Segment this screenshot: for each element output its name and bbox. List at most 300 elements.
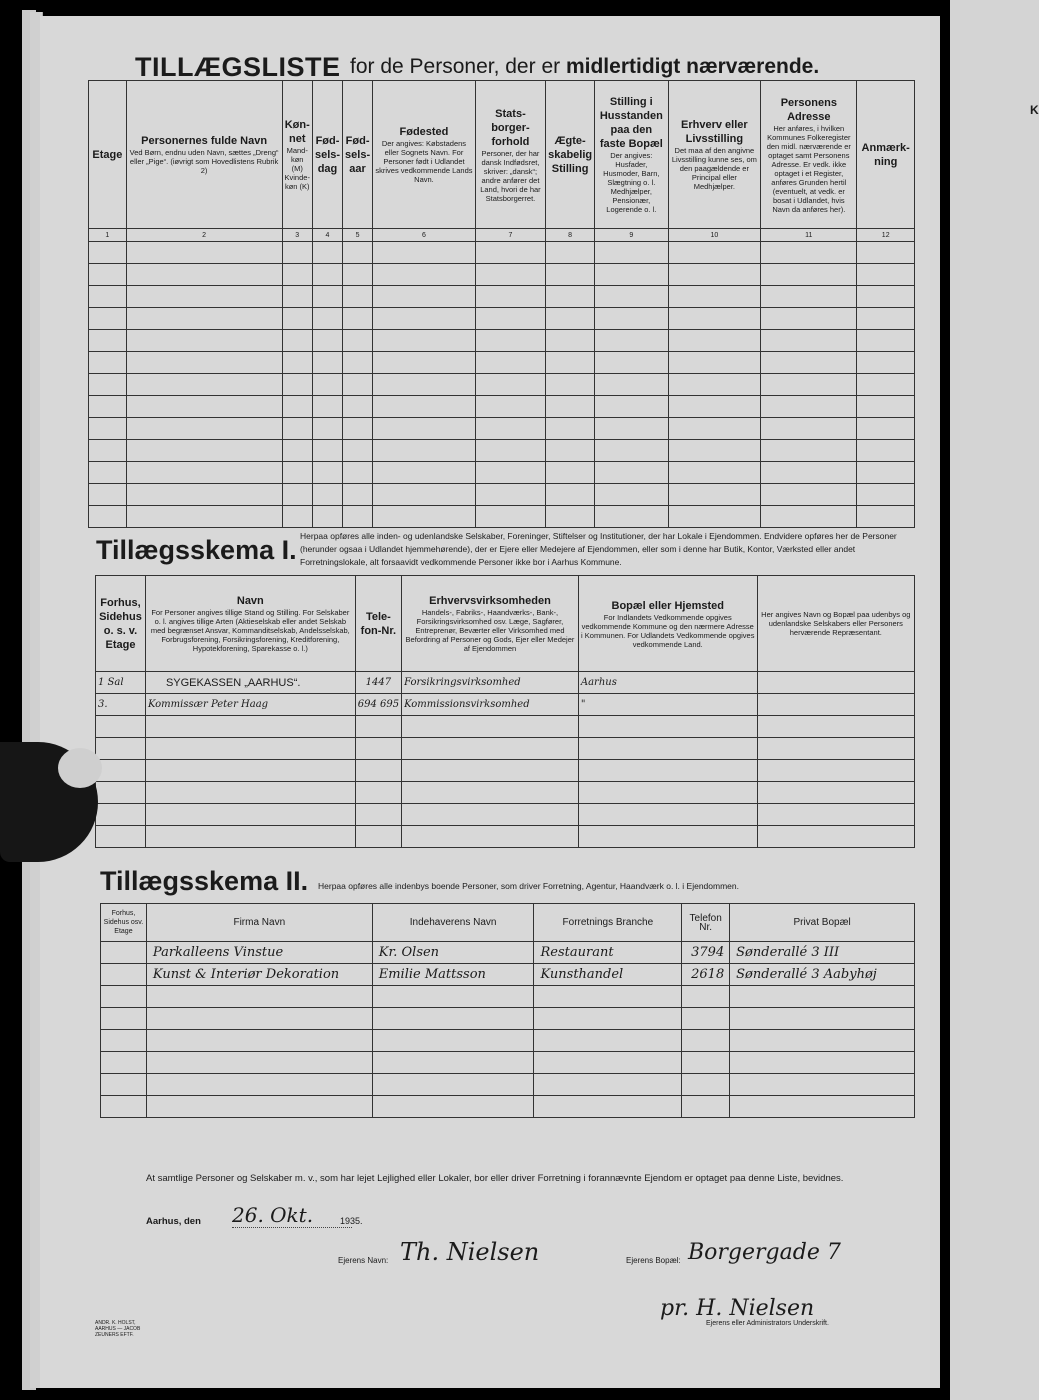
- list-col-label: Personernes fulde Navn: [141, 135, 268, 147]
- skema1-cell-navn[interactable]: [145, 716, 355, 738]
- list-col-header: [343, 81, 373, 229]
- skema2-cell-etage[interactable]: [101, 986, 147, 1008]
- list-cell[interactable]: [89, 352, 127, 374]
- year: 1935.: [340, 1216, 363, 1226]
- list-cell[interactable]: [373, 418, 476, 440]
- list-cell[interactable]: [595, 286, 668, 308]
- list-cell[interactable]: [343, 242, 373, 264]
- list-cell[interactable]: [668, 506, 761, 528]
- list-cell[interactable]: [89, 330, 127, 352]
- skema2-cell-etage[interactable]: [101, 1052, 147, 1074]
- skema2-cell-telefon[interactable]: [682, 1052, 730, 1074]
- list-col-label: Ægte-skabelig Stilling: [548, 134, 593, 175]
- skema1-cell-bopael[interactable]: [578, 738, 757, 760]
- list-cell[interactable]: [282, 418, 312, 440]
- skema1-col-label: Bopæl eller Hjemsted: [611, 599, 724, 612]
- skema2-cell-etage[interactable]: [101, 1030, 147, 1052]
- skema1-cell-navn[interactable]: [145, 738, 355, 760]
- list-cell[interactable]: [343, 286, 373, 308]
- skema2-intro: Herpaa opføres alle indenbys boende Personer, som driver Forretning, Agentur, Haandværk o. l. i Ejendommen.: [318, 881, 739, 891]
- skema1-cell-erhverv[interactable]: [402, 716, 579, 738]
- skema2-cell-etage[interactable]: [101, 1074, 147, 1096]
- attestation-text: At samtlige Personer og Selskaber m. v., som har lejet Lejlighed eller Lokaler, bor eller driver Forretning i forannævnte Ejendom er optaget paa denne Liste, bevidnes.: [146, 1173, 844, 1184]
- list-cell[interactable]: [475, 308, 545, 330]
- list-cell[interactable]: [343, 396, 373, 418]
- list-col-header: [282, 81, 312, 229]
- list-cell[interactable]: [546, 308, 595, 330]
- skema2-cell-firma[interactable]: [146, 1008, 372, 1030]
- skema2-cell-branche[interactable]: [534, 1074, 682, 1096]
- skema2-cell-firma[interactable]: Parkalleens Vinstue: [146, 942, 372, 964]
- list-cell[interactable]: [761, 308, 857, 330]
- skema1-cell-erhverv[interactable]: [402, 782, 579, 804]
- list-cell[interactable]: [857, 396, 915, 418]
- list-cell[interactable]: [595, 418, 668, 440]
- skema2-cell-branche[interactable]: [534, 1030, 682, 1052]
- list-cell[interactable]: [312, 242, 342, 264]
- skema1-cell-etage[interactable]: [96, 760, 146, 782]
- date-handwritten: 26. Okt.: [232, 1203, 352, 1228]
- list-cell[interactable]: [89, 396, 127, 418]
- list-cell[interactable]: [475, 264, 545, 286]
- list-cell[interactable]: [761, 484, 857, 506]
- list-cell[interactable]: [126, 242, 282, 264]
- list-cell[interactable]: [282, 330, 312, 352]
- list-cell[interactable]: [312, 396, 342, 418]
- skema2-cell-telefon[interactable]: [682, 1074, 730, 1096]
- list-cell[interactable]: [761, 352, 857, 374]
- skema1-cell-navn[interactable]: [145, 804, 355, 826]
- list-cell[interactable]: [312, 374, 342, 396]
- skema1-cell-etage[interactable]: [96, 804, 146, 826]
- list-cell[interactable]: [595, 264, 668, 286]
- skema2-cell-firma[interactable]: Kunst & Interiør Dekoration: [146, 964, 372, 986]
- list-cell[interactable]: [373, 352, 476, 374]
- list-cell[interactable]: [343, 506, 373, 528]
- list-cell[interactable]: [761, 462, 857, 484]
- list-cell[interactable]: [89, 286, 127, 308]
- skema2-cell-indehaver[interactable]: [372, 986, 534, 1008]
- list-cell[interactable]: [475, 286, 545, 308]
- skema1-cell-erhverv[interactable]: [402, 826, 579, 848]
- skema1-cell-rep[interactable]: [757, 760, 914, 782]
- skema1-cell-etage[interactable]: [96, 826, 146, 848]
- list-cell[interactable]: [282, 264, 312, 286]
- list-cell[interactable]: [475, 330, 545, 352]
- list-cell[interactable]: [595, 440, 668, 462]
- list-cell[interactable]: [761, 286, 857, 308]
- list-col-label: Anmærk-ning: [861, 141, 910, 168]
- list-cell[interactable]: [595, 506, 668, 528]
- skema2-cell-etage[interactable]: [101, 942, 147, 964]
- list-cell[interactable]: [282, 462, 312, 484]
- list-cell[interactable]: [343, 440, 373, 462]
- skema2-cell-firma[interactable]: [146, 1030, 372, 1052]
- list-cell[interactable]: [475, 462, 545, 484]
- skema2-cell-etage[interactable]: [101, 964, 147, 986]
- skema1-cell-navn[interactable]: Kommissær Peter Haag: [145, 694, 355, 716]
- list-cell[interactable]: [312, 308, 342, 330]
- skema1-title: Tillægsskema I.: [96, 535, 297, 565]
- skema2-cell-bopael[interactable]: [730, 1052, 915, 1074]
- list-cell[interactable]: [857, 352, 915, 374]
- skema1-cell-etage[interactable]: 1 Sal: [96, 672, 146, 694]
- list-cell[interactable]: [343, 418, 373, 440]
- skema1-cell-etage[interactable]: [96, 716, 146, 738]
- skema2-cell-firma[interactable]: [146, 1052, 372, 1074]
- skema2-col-header: Indehaverens Navn: [372, 904, 534, 942]
- list-cell[interactable]: [595, 308, 668, 330]
- list-cell[interactable]: [126, 374, 282, 396]
- list-col-label: Fød-sels-aar: [345, 134, 371, 175]
- skema1-cell-rep[interactable]: [757, 826, 914, 848]
- list-cell[interactable]: [312, 484, 342, 506]
- list-cell[interactable]: [668, 462, 761, 484]
- skema2-cell-bopael[interactable]: [730, 1074, 915, 1096]
- list-cell[interactable]: [595, 242, 668, 264]
- list-col-number: 10: [668, 229, 761, 242]
- list-col-header: [126, 81, 282, 229]
- list-cell[interactable]: [546, 506, 595, 528]
- skema1-cell-telefon[interactable]: [355, 716, 401, 738]
- skema1-col-header: [96, 576, 146, 672]
- list-cell[interactable]: [668, 308, 761, 330]
- list-cell[interactable]: [475, 374, 545, 396]
- skema1-cell-etage[interactable]: 3.: [96, 694, 146, 716]
- list-cell[interactable]: [761, 396, 857, 418]
- skema1-cell-telefon[interactable]: [355, 760, 401, 782]
- skema2-cell-bopael[interactable]: [730, 1030, 915, 1052]
- list-cell[interactable]: [312, 462, 342, 484]
- list-cell[interactable]: [343, 484, 373, 506]
- skema2-cell-telefon[interactable]: [682, 1096, 730, 1118]
- list-cell[interactable]: [668, 242, 761, 264]
- skema1-cell-telefon[interactable]: [355, 804, 401, 826]
- list-cell[interactable]: [312, 352, 342, 374]
- skema2-row: [101, 942, 915, 964]
- skema1-cell-bopael[interactable]: [578, 826, 757, 848]
- list-col-label: Stats-borger-forhold: [491, 107, 530, 148]
- skema1-cell-bopael[interactable]: [578, 804, 757, 826]
- skema1-cell-bopael[interactable]: ": [578, 694, 757, 716]
- list-cell[interactable]: [373, 462, 476, 484]
- list-cell[interactable]: [475, 418, 545, 440]
- skema1-row: [96, 782, 915, 804]
- list-cell[interactable]: [343, 462, 373, 484]
- skema1-row: [96, 804, 915, 826]
- skema2-cell-firma[interactable]: [146, 986, 372, 1008]
- skema2-cell-etage[interactable]: [101, 1008, 147, 1030]
- skema2-col-header: Telefon Nr.: [682, 904, 730, 942]
- list-cell[interactable]: [373, 264, 476, 286]
- list-cell[interactable]: [312, 440, 342, 462]
- list-cell[interactable]: [546, 242, 595, 264]
- list-cell[interactable]: [475, 484, 545, 506]
- list-cell[interactable]: [126, 264, 282, 286]
- list-cell[interactable]: [312, 286, 342, 308]
- skema2-cell-branche[interactable]: [534, 1096, 682, 1118]
- list-cell[interactable]: [546, 286, 595, 308]
- list-col-desc: Ved Børn, endnu uden Navn, sættes „Dreng“ eller „Pige“. (iøvrigt som Hovedlistens Rubrik 2): [129, 148, 279, 175]
- list-cell[interactable]: [312, 264, 342, 286]
- list-cell[interactable]: [373, 484, 476, 506]
- list-cell[interactable]: [282, 484, 312, 506]
- skema2-cell-telefon[interactable]: [682, 1030, 730, 1052]
- skema1-cell-etage[interactable]: [96, 782, 146, 804]
- skema1-cell-erhverv[interactable]: [402, 804, 579, 826]
- list-cell[interactable]: [282, 506, 312, 528]
- list-cell[interactable]: [89, 374, 127, 396]
- list-cell[interactable]: [373, 286, 476, 308]
- list-empty-row: [89, 462, 915, 484]
- skema1-cell-rep[interactable]: [757, 738, 914, 760]
- list-cell[interactable]: [761, 440, 857, 462]
- skema2-cell-telefon[interactable]: 2618: [682, 964, 730, 986]
- list-subtitle: for de Personer, der er midlertidigt nærværende.: [350, 55, 820, 78]
- list-cell[interactable]: [546, 484, 595, 506]
- list-col-label: Personens Adresse: [780, 96, 837, 123]
- list-cell[interactable]: [668, 396, 761, 418]
- skema1-cell-rep[interactable]: [757, 804, 914, 826]
- list-cell[interactable]: [546, 396, 595, 418]
- skema2-col-header: Forretnings Branche: [534, 904, 682, 942]
- list-cell[interactable]: [546, 330, 595, 352]
- list-cell[interactable]: [595, 330, 668, 352]
- skema2-cell-branche[interactable]: [534, 1008, 682, 1030]
- list-cell[interactable]: [282, 352, 312, 374]
- list-col-desc: Mand-køn (M) Kvinde-køn (K): [284, 146, 310, 191]
- list-cell[interactable]: [126, 330, 282, 352]
- list-cell[interactable]: [282, 308, 312, 330]
- list-cell[interactable]: [546, 352, 595, 374]
- list-cell[interactable]: [595, 352, 668, 374]
- skema1-cell-navn[interactable]: SYGEKASSEN „AARHUS“.: [145, 672, 355, 694]
- list-cell[interactable]: [126, 506, 282, 528]
- list-cell[interactable]: [343, 330, 373, 352]
- list-cell[interactable]: [373, 330, 476, 352]
- list-cell[interactable]: [373, 308, 476, 330]
- list-cell[interactable]: [546, 440, 595, 462]
- list-cell[interactable]: [373, 242, 476, 264]
- list-cell[interactable]: [761, 242, 857, 264]
- list-cell[interactable]: [668, 374, 761, 396]
- list-cell[interactable]: [373, 506, 476, 528]
- skema2-cell-firma[interactable]: [146, 1096, 372, 1118]
- list-cell[interactable]: [126, 418, 282, 440]
- list-cell[interactable]: [761, 506, 857, 528]
- skema1-cell-rep[interactable]: [757, 782, 914, 804]
- list-col-label: Stilling i Husstanden paa den faste Bopæl: [599, 96, 663, 150]
- skema1-table: [95, 575, 915, 848]
- list-cell[interactable]: [373, 396, 476, 418]
- list-cell[interactable]: [282, 440, 312, 462]
- skema1-cell-navn[interactable]: [145, 826, 355, 848]
- list-cell[interactable]: [546, 374, 595, 396]
- list-cell[interactable]: [857, 484, 915, 506]
- list-col-number: 12: [857, 229, 915, 242]
- list-empty-row: [89, 286, 915, 308]
- skema1-cell-etage[interactable]: [96, 738, 146, 760]
- list-cell[interactable]: [761, 264, 857, 286]
- list-cell[interactable]: [857, 418, 915, 440]
- list-cell[interactable]: [126, 462, 282, 484]
- skema2-cell-indehaver[interactable]: Emilie Mattsson: [372, 964, 534, 986]
- list-cell[interactable]: [89, 440, 127, 462]
- list-cell[interactable]: [857, 506, 915, 528]
- list-cell[interactable]: [126, 308, 282, 330]
- list-cell[interactable]: [857, 374, 915, 396]
- list-cell[interactable]: [126, 484, 282, 506]
- list-cell[interactable]: [857, 308, 915, 330]
- list-cell[interactable]: [761, 418, 857, 440]
- list-cell[interactable]: [282, 374, 312, 396]
- list-cell[interactable]: [89, 418, 127, 440]
- skema2-cell-telefon[interactable]: [682, 1008, 730, 1030]
- skema2-cell-telefon[interactable]: 3794: [682, 942, 730, 964]
- list-cell[interactable]: [475, 242, 545, 264]
- list-cell[interactable]: [668, 352, 761, 374]
- skema1-cell-bopael[interactable]: [578, 716, 757, 738]
- skema1-cell-navn[interactable]: [145, 782, 355, 804]
- signature-label: Ejerens eller Administrators Underskrift.: [706, 1320, 829, 1327]
- skema2-cell-telefon[interactable]: [682, 986, 730, 1008]
- list-empty-row: [89, 308, 915, 330]
- skema1-cell-bopael[interactable]: [578, 782, 757, 804]
- list-cell[interactable]: [857, 330, 915, 352]
- skema1-row: [96, 716, 915, 738]
- list-col-number: 3: [282, 229, 312, 242]
- list-cell[interactable]: [857, 440, 915, 462]
- list-cell[interactable]: [857, 242, 915, 264]
- list-cell[interactable]: [89, 484, 127, 506]
- skema2-cell-branche[interactable]: Kunsthandel: [534, 964, 682, 986]
- list-cell[interactable]: [89, 308, 127, 330]
- list-cell[interactable]: [857, 462, 915, 484]
- skema1-cell-telefon[interactable]: [355, 826, 401, 848]
- skema1-cell-telefon[interactable]: 694 695: [355, 694, 401, 716]
- skema2-cell-bopael[interactable]: [730, 1008, 915, 1030]
- list-cell[interactable]: [282, 242, 312, 264]
- list-cell[interactable]: [595, 484, 668, 506]
- list-cell[interactable]: [312, 330, 342, 352]
- skema2-cell-indehaver[interactable]: [372, 1096, 534, 1118]
- list-cell[interactable]: [546, 418, 595, 440]
- list-cell[interactable]: [668, 330, 761, 352]
- skema2-cell-indehaver[interactable]: [372, 1074, 534, 1096]
- list-cell[interactable]: [595, 396, 668, 418]
- list-cell[interactable]: [595, 374, 668, 396]
- list-cell[interactable]: [126, 286, 282, 308]
- skema2-cell-bopael[interactable]: [730, 1096, 915, 1118]
- list-empty-row: [89, 330, 915, 352]
- skema1-col-label: Tele-fon-Nr.: [360, 610, 397, 637]
- skema2-cell-bopael[interactable]: [730, 986, 915, 1008]
- skema1-cell-telefon[interactable]: [355, 782, 401, 804]
- list-cell[interactable]: [126, 396, 282, 418]
- skema1-row: [96, 760, 915, 782]
- list-cell[interactable]: [668, 440, 761, 462]
- list-cell[interactable]: [126, 440, 282, 462]
- list-cell[interactable]: [857, 286, 915, 308]
- skema1-cell-bopael[interactable]: [578, 760, 757, 782]
- skema1-cell-bopael[interactable]: Aarhus: [578, 672, 757, 694]
- list-cell[interactable]: [343, 264, 373, 286]
- list-cell[interactable]: [761, 330, 857, 352]
- skema1-cell-rep[interactable]: [757, 694, 914, 716]
- list-cell[interactable]: [475, 440, 545, 462]
- list-cell[interactable]: [343, 374, 373, 396]
- list-cell[interactable]: [312, 418, 342, 440]
- skema2-col-header: Forhus, Sidehus osv. Etage: [101, 904, 147, 942]
- skema2-cell-firma[interactable]: [146, 1074, 372, 1096]
- list-cell[interactable]: [761, 374, 857, 396]
- skema2-cell-indehaver[interactable]: [372, 1030, 534, 1052]
- skema1-col-header: [402, 576, 579, 672]
- skema2-cell-indehaver[interactable]: [372, 1052, 534, 1074]
- skema2-cell-branche[interactable]: [534, 986, 682, 1008]
- list-cell[interactable]: [282, 286, 312, 308]
- list-cell[interactable]: [475, 396, 545, 418]
- list-cell[interactable]: [126, 352, 282, 374]
- list-cell[interactable]: [546, 264, 595, 286]
- list-col-desc: Der angives: Købstadens eller Sognets Navn. For Personer født i Udlandet skrives vedkommende Lands Navn.: [375, 139, 473, 184]
- list-cell[interactable]: [89, 506, 127, 528]
- list-cell[interactable]: [343, 308, 373, 330]
- list-cell[interactable]: [668, 286, 761, 308]
- list-col-header: [857, 81, 915, 229]
- skema1-row: [96, 738, 915, 760]
- list-cell[interactable]: [282, 396, 312, 418]
- skema1-cell-erhverv[interactable]: Forsikringsvirksomhed: [402, 672, 579, 694]
- list-cell[interactable]: [373, 440, 476, 462]
- list-cell[interactable]: [343, 352, 373, 374]
- skema1-cell-telefon[interactable]: [355, 738, 401, 760]
- skema1-cell-erhverv[interactable]: [402, 738, 579, 760]
- place-label: Aarhus, den: [146, 1216, 201, 1227]
- list-cell[interactable]: [373, 374, 476, 396]
- skema1-cell-erhverv[interactable]: Kommissionsvirksomhed: [402, 694, 579, 716]
- skema1-cell-rep[interactable]: [757, 716, 914, 738]
- list-col-label: Køn-net: [284, 119, 310, 145]
- skema2-cell-indehaver[interactable]: [372, 1008, 534, 1030]
- list-col-header: [312, 81, 342, 229]
- skema2-cell-bopael[interactable]: Sønderallé 3 III: [730, 942, 915, 964]
- list-cell[interactable]: [312, 506, 342, 528]
- list-cell[interactable]: [668, 264, 761, 286]
- skema2-cell-bopael[interactable]: Sønderallé 3 Aabyhøj: [730, 964, 915, 986]
- skema2-cell-branche[interactable]: [534, 1052, 682, 1074]
- list-cell[interactable]: [595, 462, 668, 484]
- skema2-cell-etage[interactable]: [101, 1096, 147, 1118]
- skema2-cell-branche[interactable]: Restaurant: [534, 942, 682, 964]
- skema1-cell-rep[interactable]: [757, 672, 914, 694]
- list-cell[interactable]: [89, 462, 127, 484]
- list-cell[interactable]: [668, 418, 761, 440]
- skema1-cell-erhverv[interactable]: [402, 760, 579, 782]
- list-cell[interactable]: [546, 462, 595, 484]
- skema2-cell-indehaver[interactable]: Kr. Olsen: [372, 942, 534, 964]
- list-cell[interactable]: [668, 484, 761, 506]
- list-cell[interactable]: [475, 506, 545, 528]
- list-cell[interactable]: [475, 352, 545, 374]
- list-cell[interactable]: [857, 264, 915, 286]
- list-cell[interactable]: [89, 242, 127, 264]
- main-list-table: [88, 80, 915, 528]
- list-empty-row: [89, 396, 915, 418]
- list-cell[interactable]: [89, 264, 127, 286]
- skema1-cell-navn[interactable]: [145, 760, 355, 782]
- skema1-cell-telefon[interactable]: 1447: [355, 672, 401, 694]
